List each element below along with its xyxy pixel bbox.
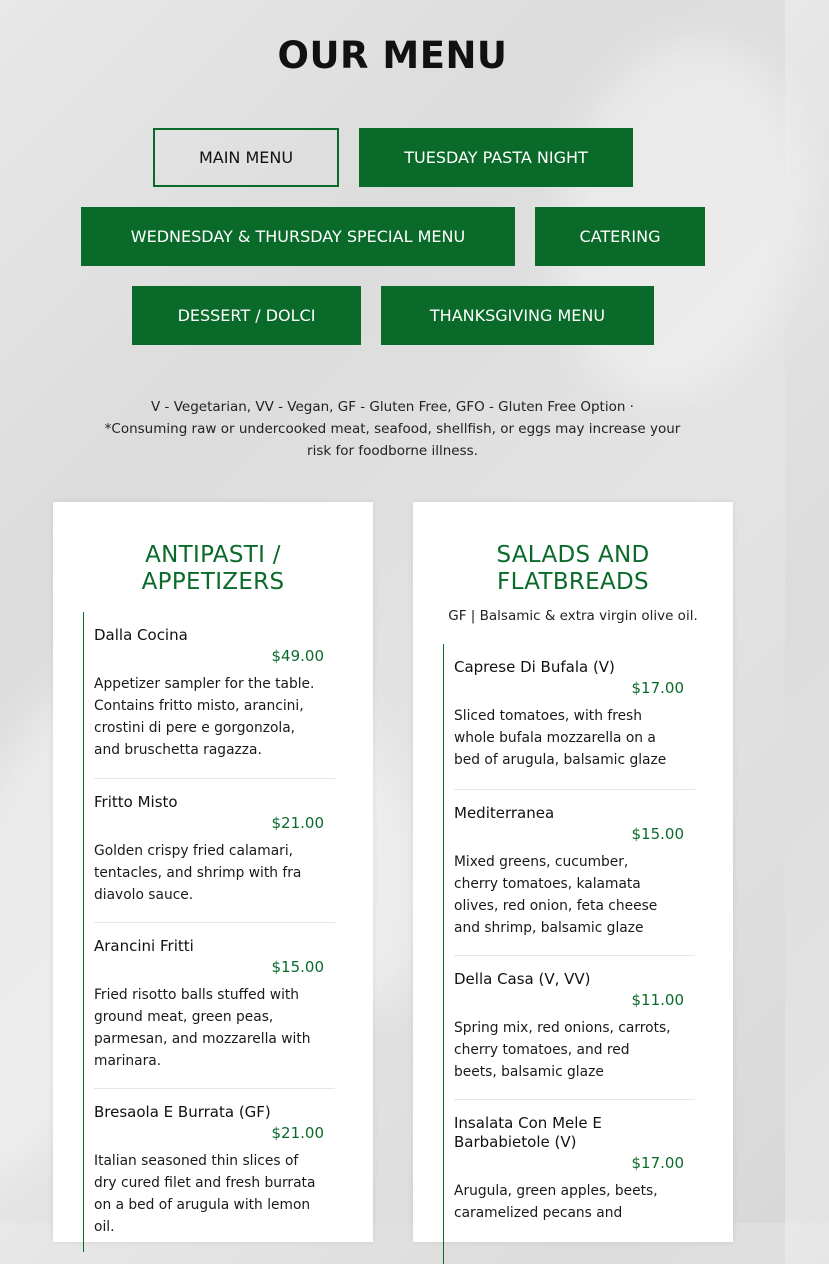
menu-section-antipasti — [53, 502, 373, 1242]
item-divider — [454, 955, 695, 956]
menu-item-description: Appetizer sampler for the table. Contains fritto misto, arancini, crostini di pere e gorgonzola, and bruschetta ragazza. — [94, 676, 315, 758]
menu-item-name: Insalata Con Mele E Barbabietole (V) — [454, 1114, 602, 1151]
menu-item-name: Mediterranea — [454, 804, 555, 822]
item-divider — [94, 1088, 335, 1089]
tab-dessert-dolci[interactable]: DESSERT / DOLCI — [132, 286, 361, 345]
item-divider — [94, 922, 335, 923]
section-title: ANTIPASTI / APPETIZERS — [141, 542, 285, 595]
section-title: SALADS AND FLATBREADS — [496, 542, 650, 595]
menu-item-description: Sliced tomatoes, with fresh whole bufala mozzarella on a bed of arugula, balsamic glaze — [454, 708, 667, 768]
menu-item-description: Fried risotto balls stuffed with ground meat, green peas, parmesan, and mozzarella with marinara. — [94, 987, 311, 1069]
menu-item — [444, 1114, 695, 1224]
menu-item-price: $21.00 — [271, 814, 324, 832]
menu-section-salads-flatbreads — [413, 502, 733, 1242]
menu-item-name: Dalla Cocina — [94, 626, 188, 644]
legend-dietary-key: V - Vegetarian, VV - Vegan, GF - Gluten Free, GFO - Gluten Free Option · — [151, 399, 634, 415]
item-divider — [94, 778, 335, 779]
menu-item-description: Mixed greens, cucumber, cherry tomatoes, kalamata olives, red onion, feta cheese and shrimp, balsamic glaze — [454, 854, 658, 936]
tab-wednesday-thursday-special-menu[interactable]: WEDNESDAY & THURSDAY SPECIAL MENU — [81, 207, 515, 266]
menu-item-price: $15.00 — [631, 825, 684, 843]
menu-item-description: Spring mix, red onions, carrots, cherry tomatoes, and red beets, balsamic glaze — [454, 1020, 671, 1080]
menu-item-name: Della Casa (V, VV) — [454, 970, 591, 988]
dietary-legend — [100, 396, 685, 462]
menu-item — [444, 804, 695, 939]
menu-item — [84, 626, 335, 761]
page-title: OUR MENU — [277, 34, 508, 77]
menu-item-price: $11.00 — [631, 991, 684, 1009]
menu-item-price: $17.00 — [631, 1154, 684, 1172]
item-divider — [454, 1099, 695, 1100]
menu-item-name: Fritto Misto — [94, 793, 178, 811]
menu-item — [444, 658, 695, 771]
menu-item-price: $21.00 — [271, 1124, 324, 1142]
tab-thanksgiving-menu[interactable]: THANKSGIVING MENU — [381, 286, 654, 345]
menu-item-description: Arugula, green apples, beets, caramelized pecans and — [454, 1183, 658, 1221]
tab-catering[interactable]: CATERING — [535, 207, 705, 266]
menu-item-name: Caprese Di Bufala (V) — [454, 658, 615, 676]
section-note: GF | Balsamic & extra virgin olive oil. — [448, 608, 698, 624]
tab-tuesday-pasta-night[interactable]: TUESDAY PASTA NIGHT — [359, 128, 633, 187]
legend-consumption-warning: *Consuming raw or undercooked meat, seafood, shellfish, or eggs may increase your risk for foodborne illness. — [104, 421, 681, 459]
menu-item — [84, 793, 335, 906]
menu-item-price: $49.00 — [271, 647, 324, 665]
menu-item-price: $15.00 — [271, 958, 324, 976]
tab-main-menu[interactable]: MAIN MENU — [153, 128, 339, 187]
menu-item-price: $17.00 — [631, 679, 684, 697]
menu-item — [84, 1103, 335, 1238]
menu-item — [444, 970, 695, 1083]
menu-item-name: Arancini Fritti — [94, 937, 194, 955]
menu-item-name: Bresaola E Burrata (GF) — [94, 1103, 271, 1121]
menu-item-list — [83, 612, 335, 1252]
menu-item-description: Golden crispy fried calamari, tentacles, and shrimp with fra diavolo sauce. — [94, 843, 302, 903]
menu-item-list — [443, 644, 695, 1264]
item-divider — [454, 789, 695, 790]
menu-item-description: Italian seasoned thin slices of dry cured filet and fresh burrata on a bed of arugula with lemon oil. — [94, 1153, 316, 1235]
menu-item — [84, 937, 335, 1072]
